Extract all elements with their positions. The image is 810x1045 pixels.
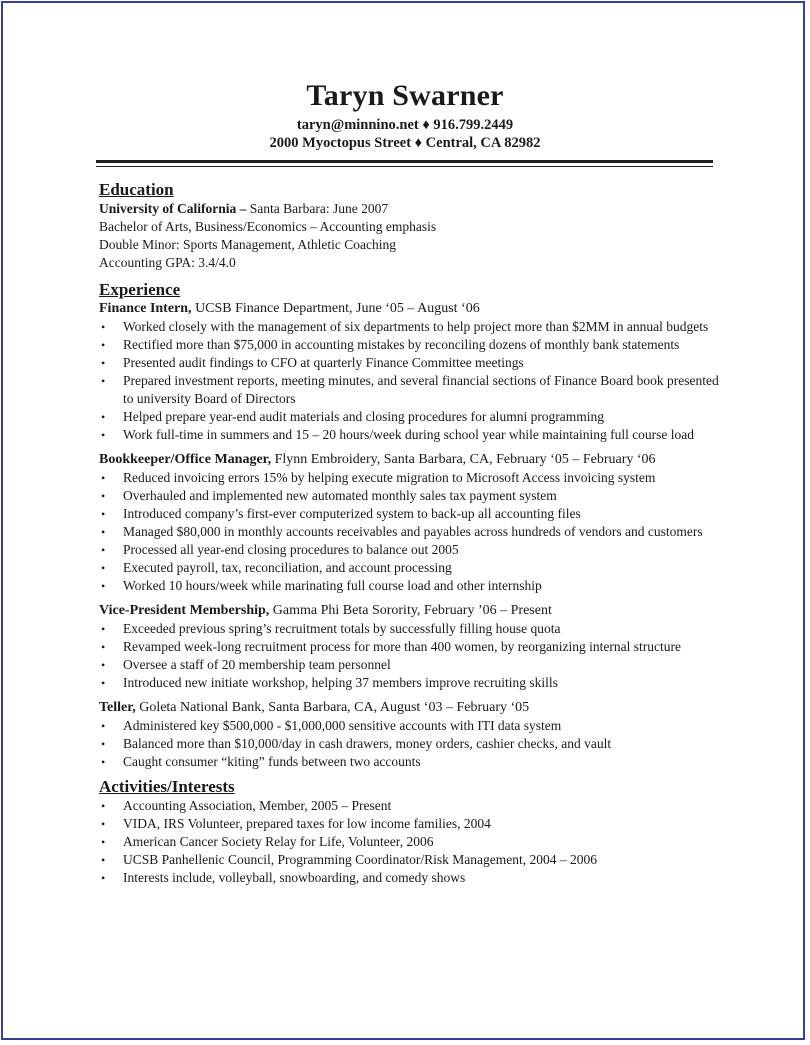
- list-item-text: Exceeded previous spring’s recruitment totals by successfully filling house quota: [123, 621, 561, 636]
- list-item-text: Oversee a staff of 20 membership team personnel: [123, 657, 391, 672]
- list-item: [99, 523, 719, 541]
- bullet-icon: •: [101, 489, 106, 503]
- bullet-icon: •: [101, 640, 106, 654]
- bullet-icon: •: [101, 338, 106, 352]
- bullet-icon: •: [101, 853, 106, 867]
- education-school-detail: Santa Barbara: June 2007: [246, 201, 389, 216]
- list-item-text: Processed all year-end closing procedures to balance out 2005: [123, 542, 459, 557]
- job-role: Finance Intern,: [99, 301, 192, 316]
- list-item-text: Revamped week-long recruitment process for more than 400 women, by reorganizing internal structure: [123, 639, 681, 654]
- list-item-text: Accounting Association, Member, 2005 – Present: [123, 798, 392, 813]
- list-item-text: Balanced more than $10,000/day in cash drawers, money orders, cashier checks, and vault: [123, 736, 612, 751]
- list-item-text: Reduced invoicing errors 15% by helping execute migration to Microsoft Access invoicing system: [123, 470, 656, 485]
- job-entry: [99, 699, 719, 771]
- list-item-text: American Cancer Society Relay for Life, Volunteer, 2006: [123, 834, 434, 849]
- bullet-icon: •: [101, 871, 106, 885]
- bullet-icon: •: [101, 835, 106, 849]
- list-item: [99, 717, 719, 735]
- education-minor: Double Minor: Sports Management, Athletic Coaching: [99, 237, 396, 252]
- list-item: [99, 505, 719, 523]
- education-gpa: Accounting GPA: 3.4/4.0: [99, 255, 236, 270]
- list-item-text: Interests include, volleyball, snowboarding, and comedy shows: [123, 870, 466, 885]
- job-entry: [99, 300, 719, 444]
- bullet-icon: •: [101, 799, 106, 813]
- experience-jobs: [99, 300, 719, 771]
- education-section: [99, 180, 719, 272]
- job-role: Bookkeeper/Office Manager,: [99, 452, 272, 467]
- list-item-text: Worked closely with the management of six departments to help project more than $2MM in annual budgets: [123, 319, 709, 334]
- list-item: [99, 372, 719, 408]
- job-title: [99, 300, 719, 318]
- job-bullets: [99, 318, 719, 444]
- header-rule-thick: [96, 160, 713, 163]
- list-item-text: Executed payroll, tax, reconciliation, and account processing: [123, 560, 452, 575]
- bullet-icon: •: [101, 579, 106, 593]
- list-item: [99, 735, 719, 753]
- list-item-text: Rectified more than $75,000 in accounting mistakes by reconciling dozens of monthly bank statements: [123, 337, 680, 352]
- bullet-icon: •: [101, 658, 106, 672]
- list-item: [99, 487, 719, 505]
- bullet-icon: •: [101, 525, 106, 539]
- activities-section: [99, 777, 719, 887]
- activities-heading: Activities/Interests: [99, 777, 235, 796]
- bullet-icon: •: [101, 755, 106, 769]
- list-item-text: Managed $80,000 in monthly accounts receivables and payables across hundreds of vendors and customers: [123, 524, 703, 539]
- bullet-icon: •: [101, 507, 106, 521]
- education-school: [99, 200, 719, 218]
- job-title: [99, 699, 719, 717]
- list-item: [99, 638, 719, 656]
- list-item-text: Prepared investment reports, meeting minutes, and several financial sections of Finance Board book presented to university Board of Directors: [123, 373, 719, 406]
- candidate-name: Taryn Swarner: [306, 79, 504, 112]
- bullet-icon: •: [101, 428, 106, 442]
- activities-list: [99, 797, 719, 887]
- list-item: [99, 577, 719, 595]
- experience-heading: Experience: [99, 280, 181, 299]
- resume-body: [99, 180, 719, 887]
- list-item: [99, 815, 719, 833]
- list-item: [99, 656, 719, 674]
- bullet-icon: •: [101, 817, 106, 831]
- bullet-icon: •: [101, 410, 106, 424]
- list-item-text: Introduced new initiate workshop, helping 37 members improve recruiting skills: [123, 675, 558, 690]
- bullet-icon: •: [101, 719, 106, 733]
- job-detail: Flynn Embroidery, Santa Barbara, CA, February ‘05 – February ‘06: [271, 452, 656, 467]
- list-item-text: Work full-time in summers and 15 – 20 hours/week during school year while maintaining full course load: [123, 427, 695, 442]
- list-item-text: Caught consumer “kiting” funds between two accounts: [123, 754, 421, 769]
- job-role: Teller,: [99, 700, 136, 715]
- experience-section: [99, 280, 719, 771]
- bullet-icon: •: [101, 737, 106, 751]
- list-item-text: Introduced company’s first-ever computerized system to back-up all accounting files: [123, 506, 581, 521]
- contact-line-address: 2000 Myoctopus Street ♦ Central, CA 82982: [269, 135, 541, 151]
- job-title: [99, 451, 719, 469]
- bullet-icon: •: [101, 622, 106, 636]
- job-bullets: [99, 717, 719, 771]
- list-item: [99, 833, 719, 851]
- list-item: [99, 797, 719, 815]
- bullet-icon: •: [101, 356, 106, 370]
- bullet-icon: •: [101, 676, 106, 690]
- bullet-icon: •: [101, 320, 106, 334]
- list-item: [99, 426, 719, 444]
- job-bullets: [99, 469, 719, 595]
- job-title: [99, 602, 719, 620]
- job-entry: [99, 451, 719, 595]
- job-bullets: [99, 620, 719, 692]
- job-entry: [99, 602, 719, 692]
- list-item: [99, 674, 719, 692]
- list-item-text: Overhauled and implemented new automated monthly sales tax payment system: [123, 488, 557, 503]
- list-item: [99, 469, 719, 487]
- education-heading: Education: [99, 180, 174, 199]
- list-item: [99, 869, 719, 887]
- contact-line-email-phone: taryn@minnino.net ♦ 916.799.2449: [296, 117, 514, 133]
- bullet-icon: •: [101, 543, 106, 557]
- list-item: [99, 354, 719, 372]
- list-item-text: UCSB Panhellenic Council, Programming Coordinator/Risk Management, 2004 – 2006: [123, 852, 597, 867]
- education-degree: Bachelor of Arts, Business/Economics – Accounting emphasis: [99, 219, 437, 234]
- list-item: [99, 559, 719, 577]
- header-rule-thin: [96, 166, 713, 167]
- bullet-icon: •: [101, 561, 106, 575]
- list-item-text: Worked 10 hours/week while marinating full course load and other internship: [123, 578, 542, 593]
- list-item-text: Presented audit findings to CFO at quarterly Finance Committee meetings: [123, 355, 524, 370]
- list-item: [99, 336, 719, 354]
- list-item: [99, 851, 719, 869]
- list-item: [99, 753, 719, 771]
- list-item-text: VIDA, IRS Volunteer, prepared taxes for low income families, 2004: [123, 816, 491, 831]
- list-item: [99, 541, 719, 559]
- job-detail: Goleta National Bank, Santa Barbara, CA, August ‘03 – February ‘05: [135, 700, 530, 715]
- list-item: [99, 620, 719, 638]
- job-detail: Gamma Phi Beta Sorority, February ’06 – Present: [269, 603, 552, 618]
- bullet-icon: •: [101, 471, 106, 485]
- job-role: Vice-President Membership,: [99, 603, 270, 618]
- list-item-text: Helped prepare year-end audit materials and closing procedures for alumni programming: [123, 409, 605, 424]
- list-item: [99, 408, 719, 426]
- bullet-icon: •: [101, 374, 106, 388]
- list-item-text: Administered key $500,000 - $1,000,000 sensitive accounts with ITI data system: [123, 718, 562, 733]
- education-school-name: University of California –: [99, 201, 247, 216]
- list-item: [99, 318, 719, 336]
- job-detail: UCSB Finance Department, June ‘05 – August ‘06: [191, 301, 480, 316]
